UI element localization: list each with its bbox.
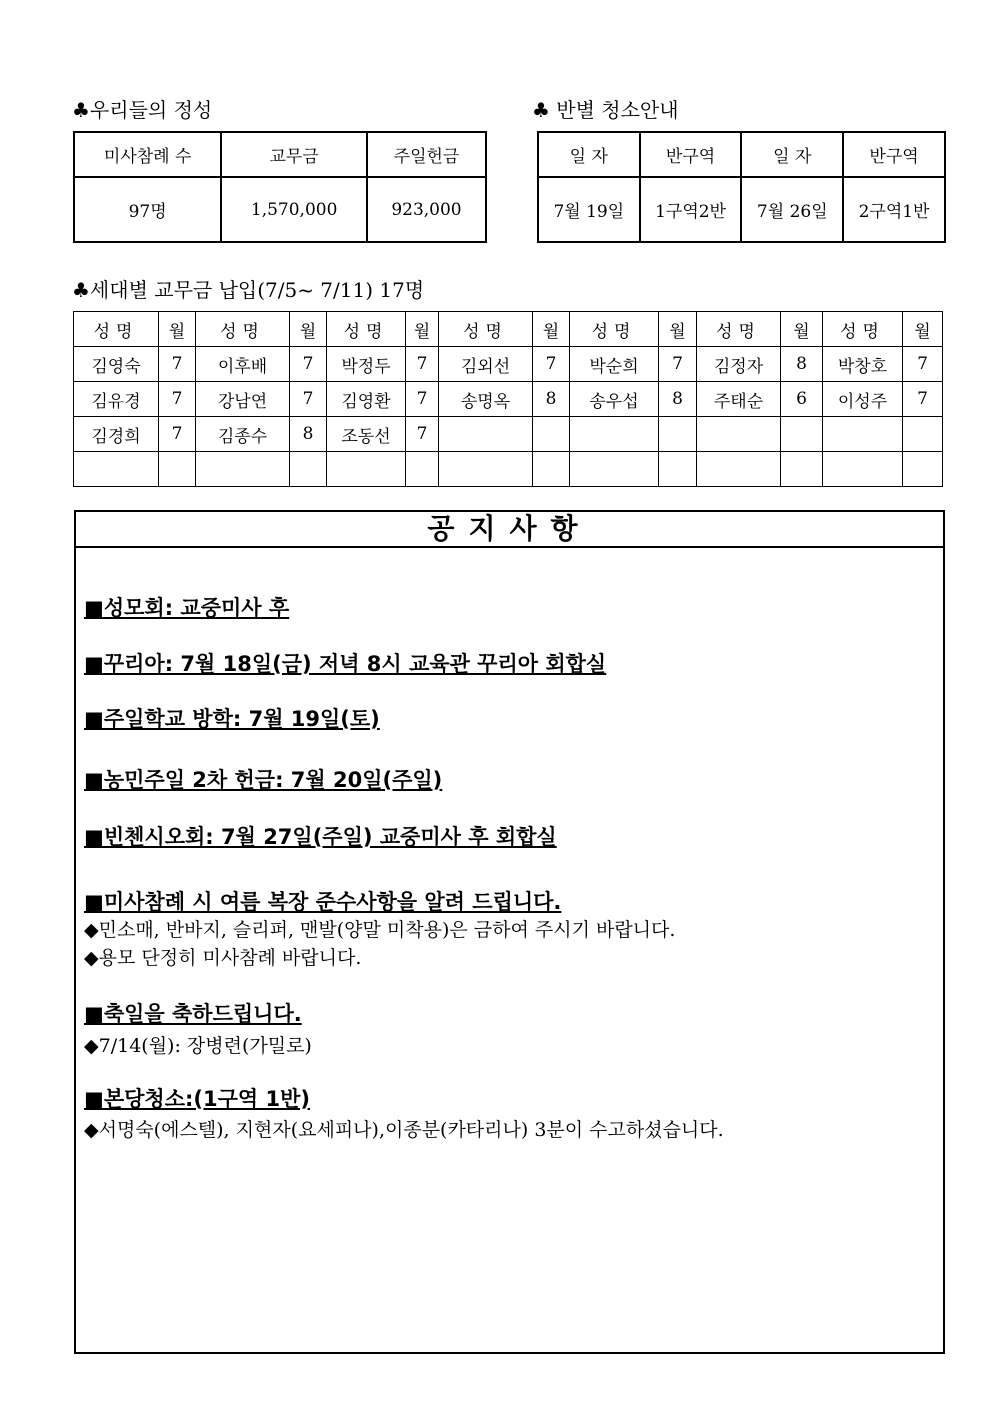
dues-member-name: 김유경 [74, 382, 159, 417]
dues-member-month: 7 [659, 347, 697, 382]
dues-member-name: 조동선 [327, 417, 406, 452]
dues-table [73, 311, 943, 487]
feast-line: ◆7/14(월): 장병련(가밀로) [84, 1035, 312, 1057]
dues-member-month [903, 452, 943, 487]
dues-value: 1,570,000 [221, 177, 367, 242]
dues-member-name: 박순희 [570, 347, 659, 382]
dues-month-header: 월 [290, 312, 327, 347]
dues-name-header: 성명 [697, 312, 781, 347]
dues-member-month [781, 452, 823, 487]
dues-name-header: 성명 [570, 312, 659, 347]
offerings-title: ♣우리들의 정성 [72, 98, 213, 122]
notice-item: ■미사참례 시 여름 복장 준수사항을 알려 드립니다. [84, 890, 562, 914]
dues-member-month: 7 [406, 347, 439, 382]
dues-member-month [903, 417, 943, 452]
dues-member-month: 7 [290, 382, 327, 417]
cleaning-date: 7월 26일 [741, 177, 843, 242]
dues-member-name [74, 452, 159, 487]
dress-line: ◆용모 단정히 미사참례 바랍니다. [84, 947, 362, 969]
dues-member-month: 7 [159, 417, 196, 452]
dues-member-name: 송명옥 [439, 382, 533, 417]
cleaning-header: 반구역 [843, 132, 945, 177]
dues-month-header: 월 [533, 312, 570, 347]
dues-member-month [533, 452, 570, 487]
dues-member-month: 7 [533, 347, 570, 382]
notice-item: ■성모회: 교중미사 후 [84, 596, 290, 620]
dues-member-name [570, 452, 659, 487]
dues-member-month [533, 417, 570, 452]
dues-name-header: 성명 [439, 312, 533, 347]
notice-title: 공지사항 [76, 512, 943, 548]
dues-member-name: 김경희 [74, 417, 159, 452]
notice-item: ■꾸리아: 7월 18일(금) 저녁 8시 교육관 꾸리아 회합실 [84, 652, 607, 676]
dues-member-month [406, 452, 439, 487]
dues-name-header: 성명 [823, 312, 903, 347]
dues-member-name: 김종수 [196, 417, 290, 452]
cleaning-date: 7월 19일 [538, 177, 640, 242]
dues-month-header: 월 [406, 312, 439, 347]
dues-member-name [823, 417, 903, 452]
dues-name-header: 성명 [327, 312, 406, 347]
dues-member-name [697, 417, 781, 452]
dues-member-month [659, 452, 697, 487]
dues-member-name: 박창호 [823, 347, 903, 382]
dues-member-name [439, 452, 533, 487]
notice-item: ■본당청소:(1구역 1반) [84, 1087, 310, 1111]
dues-member-month: 7 [159, 382, 196, 417]
dues-member-name [697, 452, 781, 487]
dues-row [74, 452, 943, 487]
dues-row [74, 347, 943, 382]
dues-member-month [290, 452, 327, 487]
dues-name-header: 성명 [196, 312, 290, 347]
dress-line: ◆민소매, 반바지, 슬리퍼, 맨발(양말 미착용)은 금하여 주시기 바랍니다. [84, 919, 676, 941]
dues-member-name [570, 417, 659, 452]
dues-member-name: 김영환 [327, 382, 406, 417]
notice-item: ■농민주일 2차 헌금: 7월 20일(주일) [84, 768, 443, 792]
dues-member-name: 김외선 [439, 347, 533, 382]
dues-row [74, 417, 943, 452]
cleaning-thanks-line: ◆서명숙(에스텔), 지현자(요세피나),이종분(카타리나) 3분이 수고하셨습니다. [84, 1119, 724, 1141]
dues-row [74, 382, 943, 417]
dues-month-header: 월 [659, 312, 697, 347]
cleaning-header: 일 자 [538, 132, 640, 177]
dues-month-header: 월 [781, 312, 823, 347]
dues-member-month: 8 [290, 417, 327, 452]
dues-member-name [196, 452, 290, 487]
dues-member-name: 송우섭 [570, 382, 659, 417]
dues-member-name [439, 417, 533, 452]
cleaning-title: ♣ 반별 청소안내 [532, 98, 679, 122]
dues-member-month: 8 [659, 382, 697, 417]
dues-month-header: 월 [903, 312, 943, 347]
dues-month-header: 월 [159, 312, 196, 347]
dues-member-month: 7 [159, 347, 196, 382]
dues-member-name [823, 452, 903, 487]
cleaning-group: 2구역1반 [843, 177, 945, 242]
sunday-collection-value: 923,000 [367, 177, 486, 242]
dues-member-month: 7 [290, 347, 327, 382]
dues-member-month: 7 [903, 382, 943, 417]
notice-item: ■빈첸시오회: 7월 27일(주일) 교중미사 후 회합실 [84, 825, 557, 849]
notice-item: ■주일학교 방학: 7월 19일(토) [84, 707, 380, 731]
dues-member-name [327, 452, 406, 487]
mass-attendance-value: 97명 [74, 177, 221, 242]
dues-member-month: 7 [903, 347, 943, 382]
dues-member-month [159, 452, 196, 487]
dues-member-month [659, 417, 697, 452]
dues-name-header: 성명 [74, 312, 159, 347]
cleaning-header: 일 자 [741, 132, 843, 177]
cleaning-header: 반구역 [640, 132, 742, 177]
dues-member-month [781, 417, 823, 452]
dues-title: ♣세대별 교무금 납입(7/5~ 7/11) 17명 [72, 278, 425, 302]
dues-member-month: 8 [533, 382, 570, 417]
dues-member-month: 8 [781, 347, 823, 382]
dues-member-month: 6 [781, 382, 823, 417]
notice-item: ■축일을 축하드립니다. [84, 1002, 302, 1026]
dues-member-name: 김정자 [697, 347, 781, 382]
dues-member-month: 7 [406, 382, 439, 417]
offerings-header: 교무금 [221, 132, 367, 177]
dues-member-name: 강남연 [196, 382, 290, 417]
cleaning-table [537, 131, 946, 243]
offerings-table [73, 131, 487, 243]
dues-member-name: 이성주 [823, 382, 903, 417]
dues-member-name: 이후배 [196, 347, 290, 382]
offerings-header: 주일헌금 [367, 132, 486, 177]
dues-member-month: 7 [406, 417, 439, 452]
dues-member-name: 주태순 [697, 382, 781, 417]
dues-member-name: 박정두 [327, 347, 406, 382]
cleaning-group: 1구역2반 [640, 177, 742, 242]
offerings-header: 미사참례 수 [74, 132, 221, 177]
notice-box [74, 510, 945, 1354]
dues-member-name: 김영숙 [74, 347, 159, 382]
